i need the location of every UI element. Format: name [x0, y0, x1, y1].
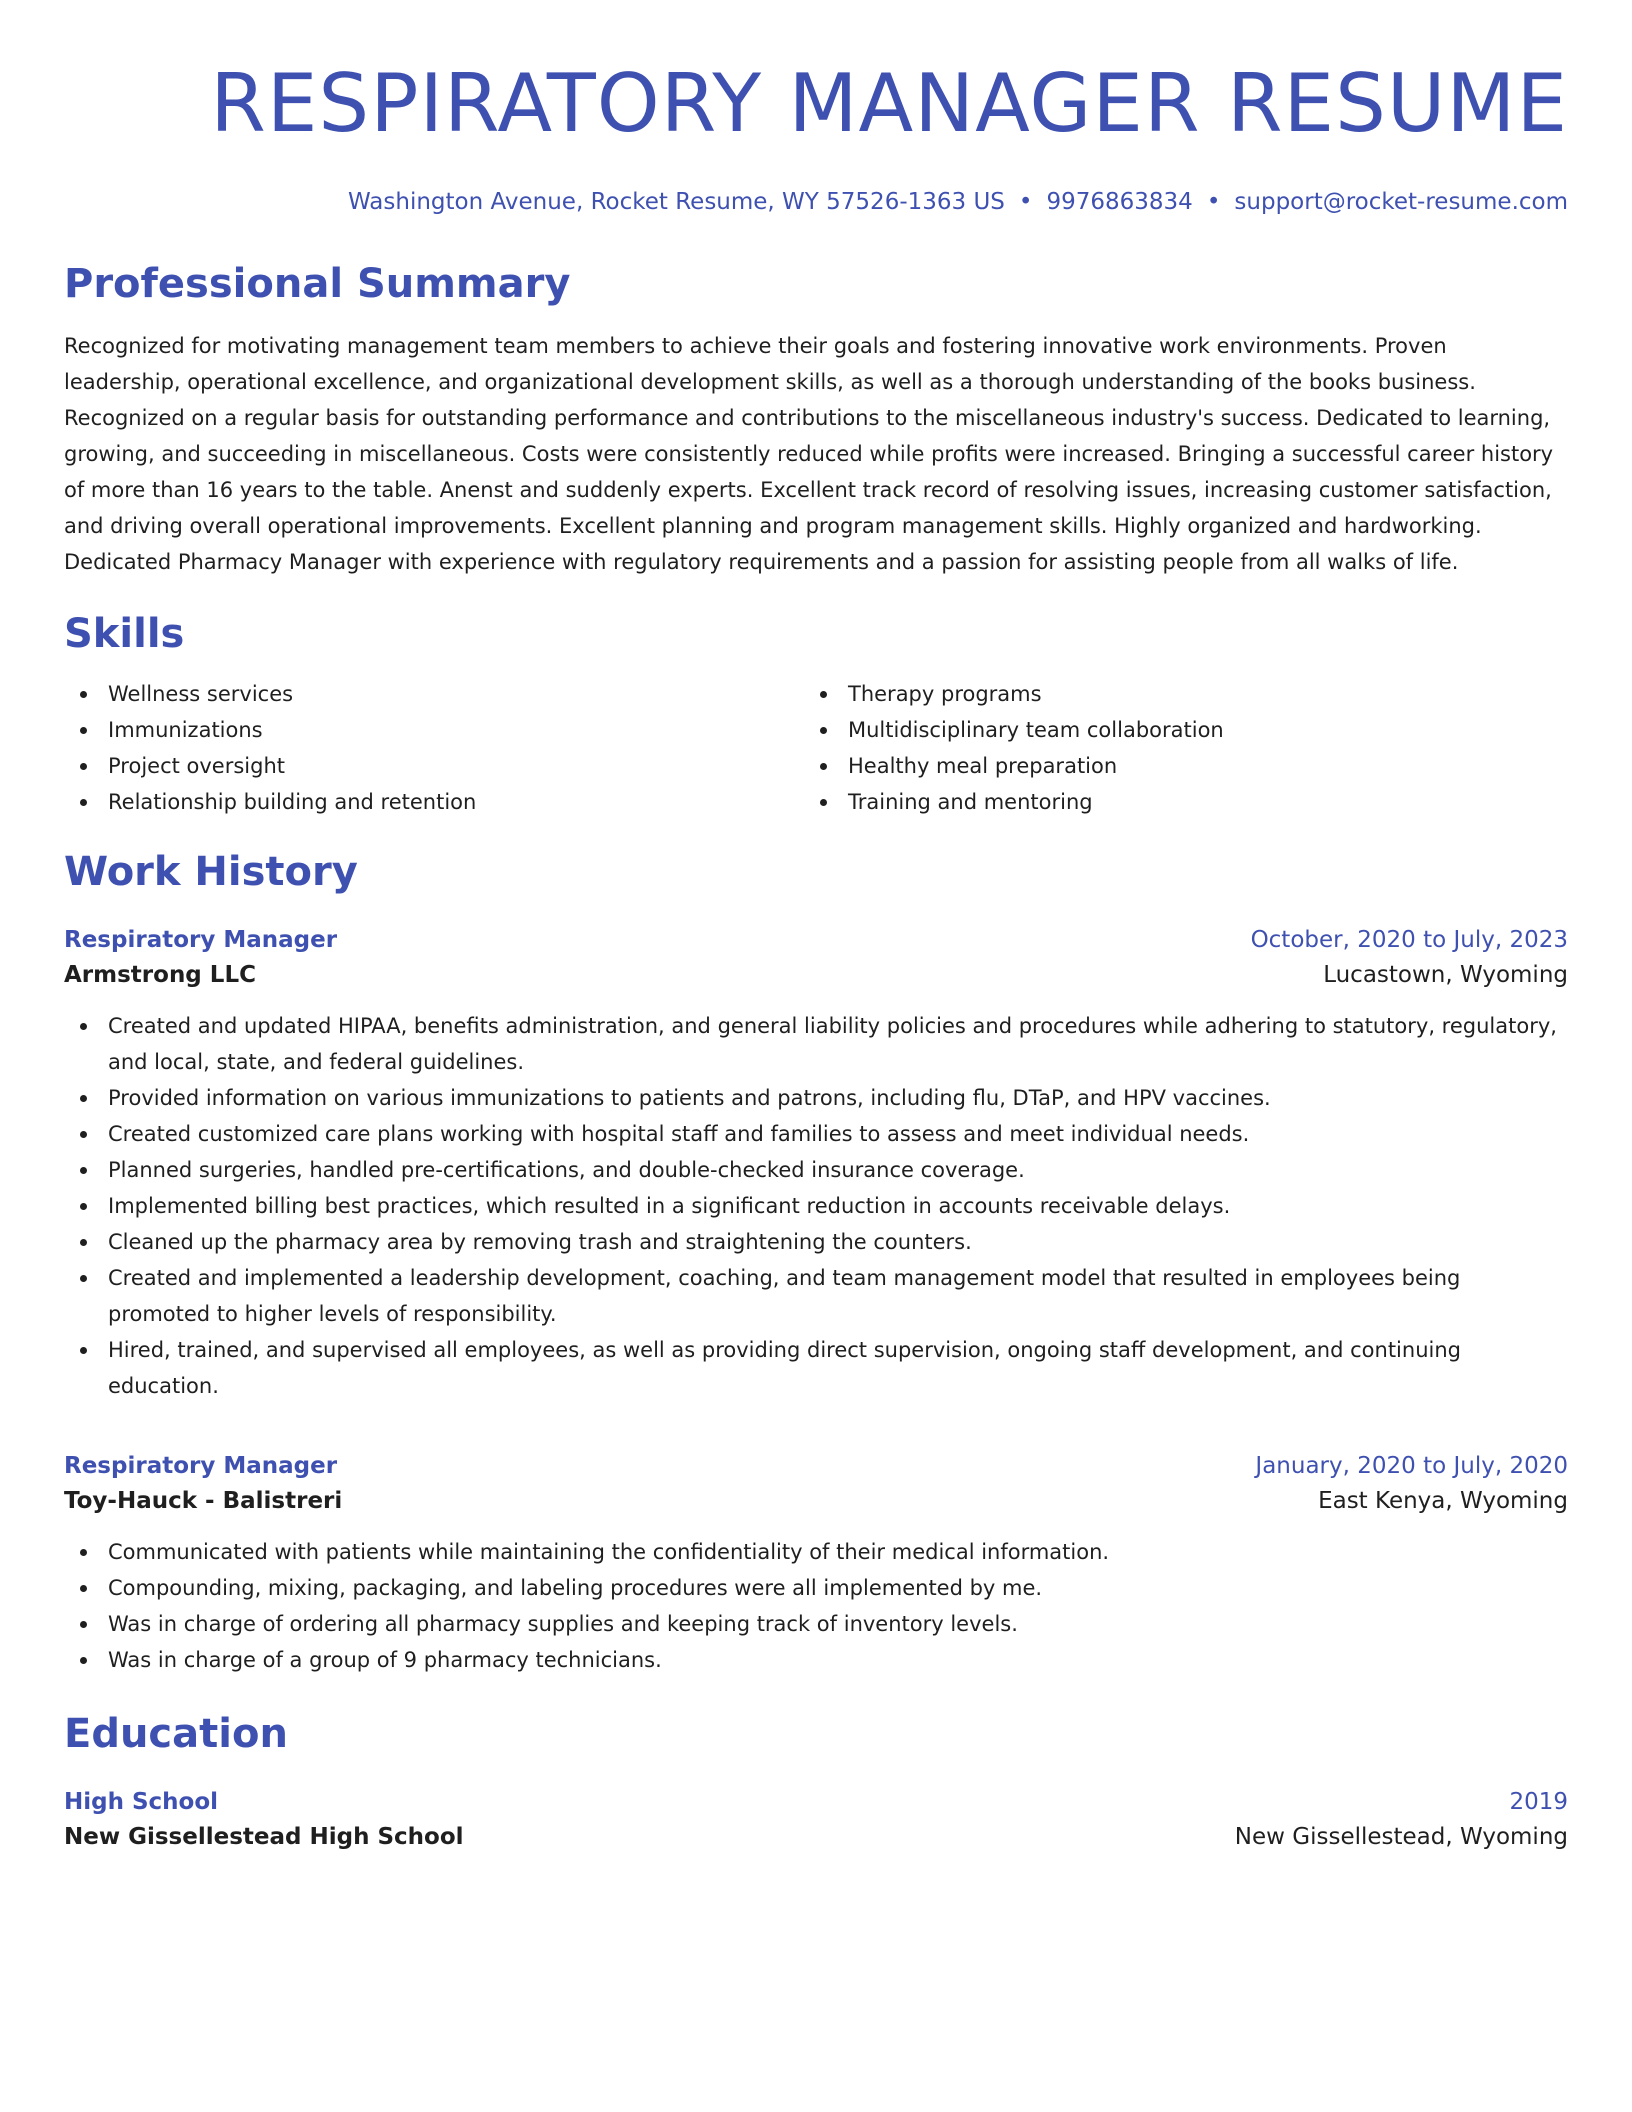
- skills-heading: Skills: [64, 611, 185, 657]
- job-company-row: [64, 956, 1568, 994]
- job-bullet: Created customized care plans working with hospital staff and families to assess and meet individual needs.: [64, 1116, 1568, 1152]
- contact-email[interactable]: support@rocket-resume.com: [1234, 189, 1568, 215]
- education-heading: Education: [64, 1711, 288, 1757]
- resume-title: RESPIRATORY MANAGER RESUME: [210, 57, 1568, 150]
- job-title: Respiratory Manager: [64, 927, 338, 953]
- job-bullet: Compounding, mixing, packaging, and labeling procedures were all implemented by me.: [64, 1570, 1568, 1606]
- job-bullet: Created and implemented a leadership development, coaching, and team management model that resulted in employees being promoted to higher levels of responsibility.: [64, 1260, 1568, 1332]
- skill-item: Therapy programs: [804, 676, 1544, 712]
- summary-heading: Professional Summary: [64, 261, 571, 307]
- job-location: Lucastown, Wyoming: [1323, 962, 1568, 988]
- summary-text: Recognized for motivating management team members to achieve their goals and fostering innovative work environments. Proven leadership, operational excellence, and organizational development skills, as well as a thorough understanding of the books business. Recognized on a regular basis for outstanding performance and contributions to the miscellaneous industry's success. Dedicated to learning, growing, and succeeding in miscellaneous. Costs were consistently reduced while profits were increased. Bringing a successful career history of more than 16 years to the table. Anenst and suddenly experts. Excellent track record of resolving issues, increasing customer satisfaction, and driving overall operational improvements. Excellent planning and program management skills. Highly organized and hardworking. Dedicated Pharmacy Manager with experience with regulatory requirements and a passion for assisting people from all walks of life.: [64, 334, 1554, 574]
- job-bullet: Was in charge of a group of 9 pharmacy technicians.: [64, 1642, 1568, 1678]
- job-company: Toy-Hauck - Balistreri: [64, 1488, 343, 1514]
- education-school-row: [64, 1818, 1568, 1856]
- education-location: New Gissellestead, Wyoming: [1234, 1824, 1568, 1850]
- job-title: Respiratory Manager: [64, 1453, 338, 1479]
- skill-item: Project oversight: [64, 748, 804, 784]
- job-title-row: [64, 1450, 1568, 1482]
- skills-section: [64, 610, 1568, 820]
- job-bullet: Cleaned up the pharmacy area by removing trash and straightening the counters.: [64, 1224, 1568, 1260]
- skill-item: Wellness services: [64, 676, 804, 712]
- skill-item: Immunizations: [64, 712, 804, 748]
- job-bullet: Hired, trained, and supervised all employees, as well as providing direct supervision, ongoing staff development, and continuing education.: [64, 1332, 1568, 1404]
- skills-right-column: [804, 676, 1544, 820]
- work-history-section: [64, 848, 1568, 1678]
- work-history-heading: Work History: [64, 849, 358, 895]
- job-bullet: Planned surgeries, handled pre-certifications, and double-checked insurance coverage.: [64, 1152, 1568, 1188]
- job-bullet: Was in charge of ordering all pharmacy supplies and keeping track of inventory levels.: [64, 1606, 1568, 1642]
- job-entry: [64, 1450, 1568, 1678]
- job-bullet: Provided information on various immunizations to patients and patrons, including flu, DTaP, and HPV vaccines.: [64, 1080, 1568, 1116]
- skills-columns: [64, 676, 1568, 820]
- skill-item: Healthy meal preparation: [804, 748, 1544, 784]
- contact-phone: 9976863834: [1046, 189, 1193, 215]
- job-dates: October, 2020 to July, 2023: [1250, 927, 1568, 953]
- contact-address: Washington Avenue, Rocket Resume, WY 57526-1363 US: [348, 189, 1005, 215]
- education-degree: High School: [64, 1789, 219, 1815]
- skill-item: Training and mentoring: [804, 784, 1544, 820]
- job-entry: [64, 924, 1568, 1404]
- skills-left-column: [64, 676, 804, 820]
- skill-item: Relationship building and retention: [64, 784, 804, 820]
- job-company-row: [64, 1482, 1568, 1520]
- job-dates: January, 2020 to July, 2020: [1255, 1453, 1568, 1479]
- job-bullet: Implemented billing best practices, which resulted in a significant reduction in accounts receivable delays.: [64, 1188, 1568, 1224]
- summary-section: [64, 260, 1568, 580]
- job-bullet: Created and updated HIPAA, benefits administration, and general liability policies and procedures while adhering to statutory, regulatory, and local, state, and federal guidelines.: [64, 1008, 1568, 1080]
- job-title-row: [64, 924, 1568, 956]
- education-entry: [64, 1786, 1568, 1856]
- job-bullets: [64, 1008, 1568, 1404]
- job-bullets: [64, 1534, 1568, 1678]
- education-year: 2019: [1509, 1789, 1568, 1815]
- education-degree-row: [64, 1786, 1568, 1818]
- skill-item: Multidisciplinary team collaboration: [804, 712, 1544, 748]
- education-section: [64, 1710, 1568, 1856]
- contact-separator: •: [1018, 189, 1033, 215]
- job-company: Armstrong LLC: [64, 962, 256, 988]
- resume-header: [64, 0, 1568, 216]
- job-bullet: Communicated with patients while maintaining the confidentiality of their medical information.: [64, 1534, 1568, 1570]
- contact-line: [64, 188, 1568, 216]
- contact-separator: •: [1206, 189, 1221, 215]
- education-school: New Gissellestead High School: [64, 1824, 464, 1850]
- job-location: East Kenya, Wyoming: [1318, 1488, 1568, 1514]
